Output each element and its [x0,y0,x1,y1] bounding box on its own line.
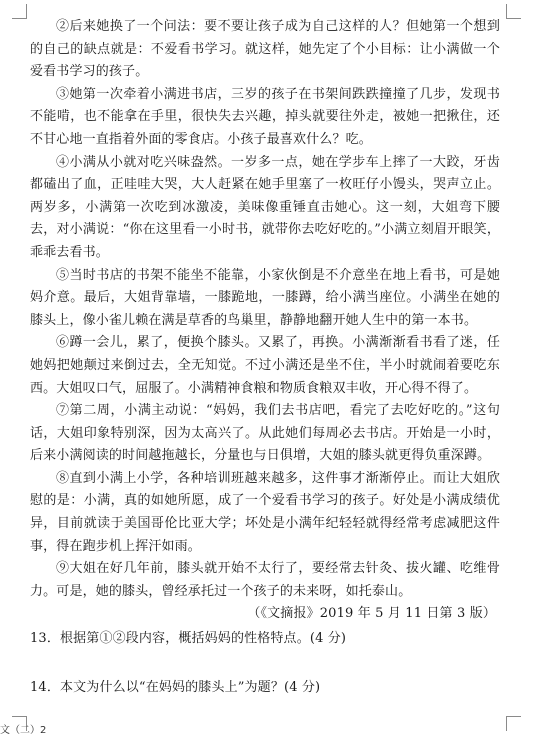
crop-mark-top-left [12,4,27,19]
paragraph-4: ④小满从小就对吃兴味盎然。一岁多一点，她在学步车上摔了一大跤，牙齿都磕出了血，正哇哇大哭，大人赶紧在她手里塞了一枚旺仔小馒头，哭声立止。两岁多，小满第一次吃到冰激凌，美味像重锤直击她心。这一刻，大姐弯下腰去，对小满说：“你在这里看一小时书，就带你去吃好吃的。”小满立刻眉开眼笑，乖乖去看书。 [30,154,500,260]
paragraph-7: ⑦第二周，小满主动说：“妈妈，我们去书店吧，看完了去吃好吃的。”这句话，大姐印象特别深，因为太高兴了。从此她们每周必去书店。开始是一小时，后来小满阅读的时间越拖越长，分量也与日俱增，大姐的膝头就更得负重深蹲。 [30,403,500,464]
source-citation: （《文摘报》2019 年 5 月 11 日第 3 版） [247,606,496,622]
question-13: 13．根据第①②段内容，概括妈妈的性格特点。(4 分) [30,631,347,647]
document-body [30,16,500,699]
crop-mark-top-right [506,4,521,19]
crop-mark-bottom-right [506,716,521,731]
paragraph-8: ⑧直到小满上小学，各种培训班越来越多，这件事才渐渐停止。而让大姐欣慰的是：小满，真的如她所愿，成了一个爱看书学习的孩子。好处是小满成绩优异，目前就读于美国哥伦比亚大学；坏处是小满年纪轻轻就得经常考虑减肥这件事，得在跑步机上挥汗如雨。 [30,470,500,554]
question-14: 14．本文为什么以“在妈妈的膝头上”为题？(4 分) [30,679,321,695]
paragraph-5: ⑤当时书店的书架不能坐不能靠，小家伙倒是不介意坐在地上看书，可是她妈介意。最后，大姐背靠墙，一膝跪地，一膝蹲，给小满当座位。小满坐在她的膝头上，像小雀儿赖在满是草香的鸟巢里，静静地翻开她人生中的第一本书。 [30,267,500,328]
paragraph-6: ⑥蹲一会儿，累了，便换个膝头。又累了，再换。小满渐渐看书看了迷，任她妈把她颠过来倒过去，全无知觉。不过小满还是坐不住，半小时就闹着要吃东西。大姐叹口气，屈服了。小满精神食粮和物质食粮双丰收，开心得不得了。 [30,335,500,396]
page-footer: 文（二）2 [0,725,47,736]
paragraph-9: ⑨大姐在好几年前，膝头就开始不太行了，要经常去针灸、拔火罐、吃维骨力。可是，她的膝头，曾经承托过一个孩子的未来呀，如托泰山。 [30,561,500,599]
paragraph-3: ③她第一次牵着小满进书店，三岁的孩子在书架间跌跌撞撞了几步，发现书不能啃，也不能拿在手里，很快失去兴趣，掉头就要往外走，被她一把揪住，还不甘心地一直指着外面的零食店。小孩子最喜欢什么？吃。 [30,86,500,147]
paragraph-2: ②后来她换了一个问法：要不要让孩子成为自己这样的人？但她第一个想到的自己的缺点就是：不爱看书学习。就这样，她先定了个小目标：让小满做一个爱看书学习的孩子。 [30,19,500,80]
